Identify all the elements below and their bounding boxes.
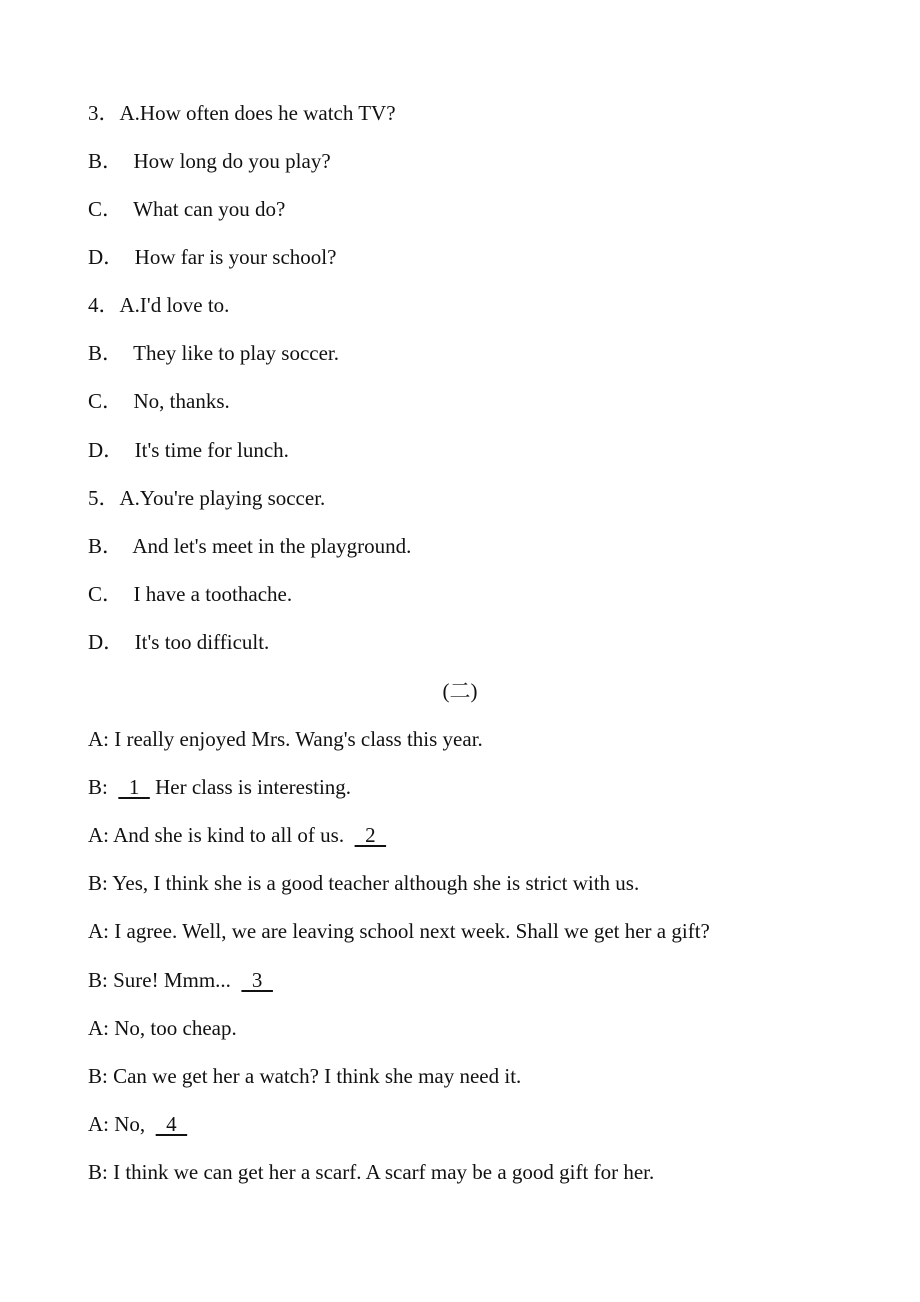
dialogue-speaker-text: B:	[88, 775, 114, 799]
option-text: What can you do?	[133, 197, 286, 221]
option-line	[88, 628, 269, 656]
option-text: A.How often does he watch TV?	[119, 101, 396, 125]
dialogue-line: A: I agree. Well, we are leaving school next week. Shall we get her a gift?	[88, 919, 710, 943]
option-line	[88, 532, 411, 560]
option-prefix: D．	[88, 245, 125, 269]
option-line	[88, 436, 289, 464]
option-text: It's time for lunch.	[134, 438, 289, 462]
dialogue-line	[88, 1110, 187, 1138]
option-text: A.You're playing soccer.	[119, 486, 326, 510]
option-prefix: B．	[88, 534, 124, 558]
option-line	[88, 195, 285, 223]
option-prefix: D．	[88, 438, 125, 462]
option-line	[88, 147, 331, 175]
dialogue-line	[88, 821, 386, 849]
dialogue-line: B: Can we get her a watch? I think she may need it.	[88, 1064, 522, 1088]
option-line	[88, 291, 229, 319]
option-line	[88, 484, 325, 512]
option-text: How long do you play?	[133, 149, 331, 173]
option-text: I have a toothache.	[133, 582, 293, 606]
option-prefix: C．	[88, 197, 124, 221]
answer-blank-2: 2	[354, 823, 387, 847]
option-prefix: C．	[88, 389, 124, 413]
option-prefix: C．	[88, 582, 124, 606]
section-heading: (二)	[442, 679, 478, 703]
dialogue-line: B: I think we can get her a scarf. A scarf may be a good gift for her.	[88, 1160, 655, 1184]
dialogue-line	[88, 773, 351, 801]
option-prefix: 5．	[88, 486, 120, 510]
dialogue-line	[88, 966, 273, 994]
option-line	[88, 387, 230, 415]
option-text: No, thanks.	[133, 389, 230, 413]
option-prefix: B．	[88, 149, 124, 173]
answer-blank-3: 3	[241, 968, 273, 992]
option-line	[88, 243, 336, 271]
option-text: It's too difficult.	[134, 630, 270, 654]
option-prefix: B．	[88, 341, 124, 365]
answer-blank-1: 1	[118, 775, 150, 799]
option-line	[88, 99, 396, 127]
dialogue-text: Her class is interesting.	[149, 775, 352, 799]
option-line	[88, 580, 292, 608]
option-text: How far is your school?	[134, 245, 337, 269]
option-prefix: D．	[88, 630, 125, 654]
answer-blank-4: 4	[155, 1112, 188, 1136]
dialogue-line: A: I really enjoyed Mrs. Wang's class this year.	[88, 727, 483, 751]
dialogue-text: A: No,	[88, 1112, 151, 1136]
dialogue-line: A: No, too cheap.	[88, 1016, 237, 1040]
option-line	[88, 339, 339, 367]
dialogue-text: A: And she is kind to all of us.	[88, 823, 350, 847]
option-text: A.I'd love to.	[119, 293, 230, 317]
dialogue-line: B: Yes, I think she is a good teacher although she is strict with us.	[88, 871, 640, 895]
dialogue-text: B: Sure! Mmm...	[88, 968, 237, 992]
option-prefix: 3．	[88, 101, 120, 125]
option-text: And let's meet in the playground.	[132, 534, 412, 558]
option-prefix: 4．	[88, 293, 120, 317]
option-text: They like to play soccer.	[133, 341, 339, 365]
